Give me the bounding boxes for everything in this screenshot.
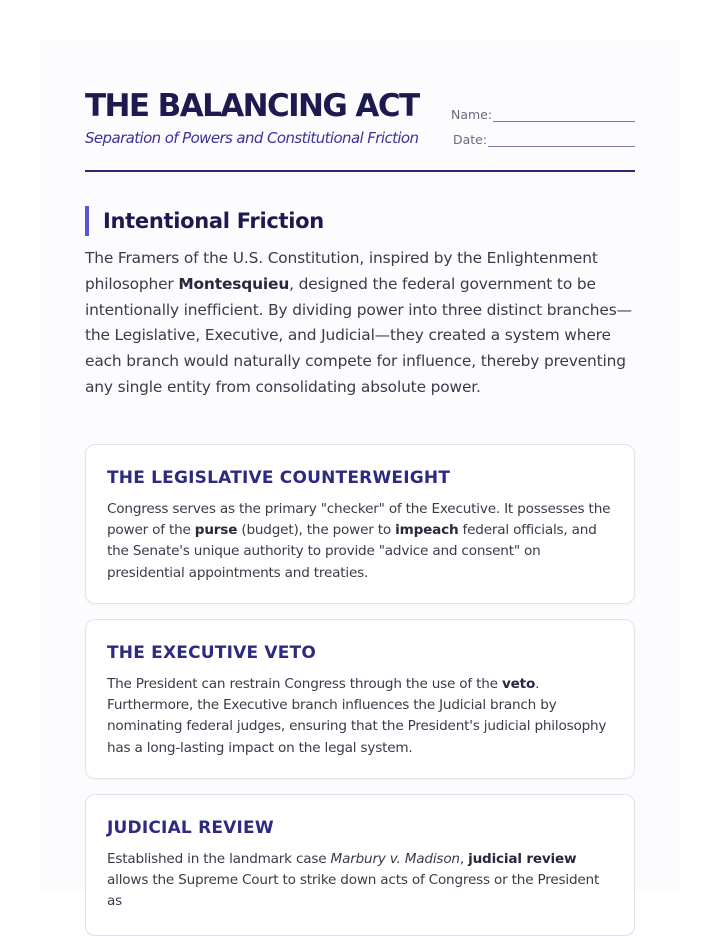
page-subtitle: Separation of Powers and Constitutional Friction bbox=[85, 129, 419, 147]
section-heading-text: Intentional Friction bbox=[103, 209, 324, 233]
card-judicial bbox=[85, 794, 635, 936]
card-body bbox=[107, 849, 617, 913]
card-body bbox=[107, 499, 617, 584]
page-title: THE BALANCING ACT bbox=[85, 88, 419, 124]
worksheet-page bbox=[40, 40, 680, 910]
card-bold-term: purse bbox=[194, 522, 238, 539]
intro-bold-montesquieu: Montesquieu bbox=[178, 274, 290, 293]
card-text: Established in the landmark case bbox=[107, 851, 331, 867]
card-text: The President can restrain Congress through the use of the bbox=[107, 676, 502, 692]
date-line[interactable] bbox=[488, 146, 635, 147]
card-title: THE EXECUTIVE VETO bbox=[107, 643, 316, 663]
card-text: Congress serves as the primary "checker" of the Executive. It possesses the power of the bbox=[107, 501, 611, 539]
card-text: , bbox=[459, 851, 469, 867]
card-bold-term: judicial review bbox=[468, 851, 577, 867]
name-field[interactable] bbox=[451, 107, 492, 122]
name-label: Name: bbox=[451, 107, 493, 122]
intro-paragraph bbox=[85, 246, 645, 401]
section-heading bbox=[85, 206, 324, 236]
card-text: federal officials, and the Senate's unique authority to provide "advice and consent" on presidential appointments and treaties. bbox=[107, 522, 597, 581]
card-legislative bbox=[85, 444, 635, 604]
worksheet-header bbox=[85, 88, 635, 172]
date-field[interactable] bbox=[453, 132, 487, 147]
card-text: . Furthermore, the Executive branch influences the Judicial branch by nominating federal judges, ensuring that the President's judicial philosophy has a long-lasting impact on the legal system. bbox=[107, 676, 607, 756]
card-executive bbox=[85, 619, 635, 779]
intro-text-1: The Framers of the U.S. Constitution, inspired by the Enlightenment philosopher bbox=[85, 249, 598, 293]
card-title: THE LEGISLATIVE COUNTERWEIGHT bbox=[107, 468, 451, 488]
card-title: JUDICIAL REVIEW bbox=[107, 818, 274, 838]
card-text: allows the Supreme Court to strike down acts of Congress or the President as bbox=[107, 872, 600, 910]
card-body bbox=[107, 674, 617, 759]
name-line[interactable] bbox=[493, 121, 635, 122]
intro-text-2: , designed the federal government to be intentionally inefficient. By dividing power into three distinct branches—the Legislative, Executive, and Judicial—they created a system where each branch would naturally compete for influence, thereby preventing any single entity from consolidating absolute power. bbox=[85, 274, 632, 396]
card-bold-term: veto bbox=[501, 676, 536, 692]
date-label: Date: bbox=[453, 132, 488, 147]
card-text: (budget), the power to bbox=[237, 522, 396, 539]
header-divider bbox=[85, 170, 635, 172]
card-italic-case: Marbury v. Madison bbox=[330, 851, 460, 867]
card-bold-term: impeach bbox=[395, 522, 459, 539]
